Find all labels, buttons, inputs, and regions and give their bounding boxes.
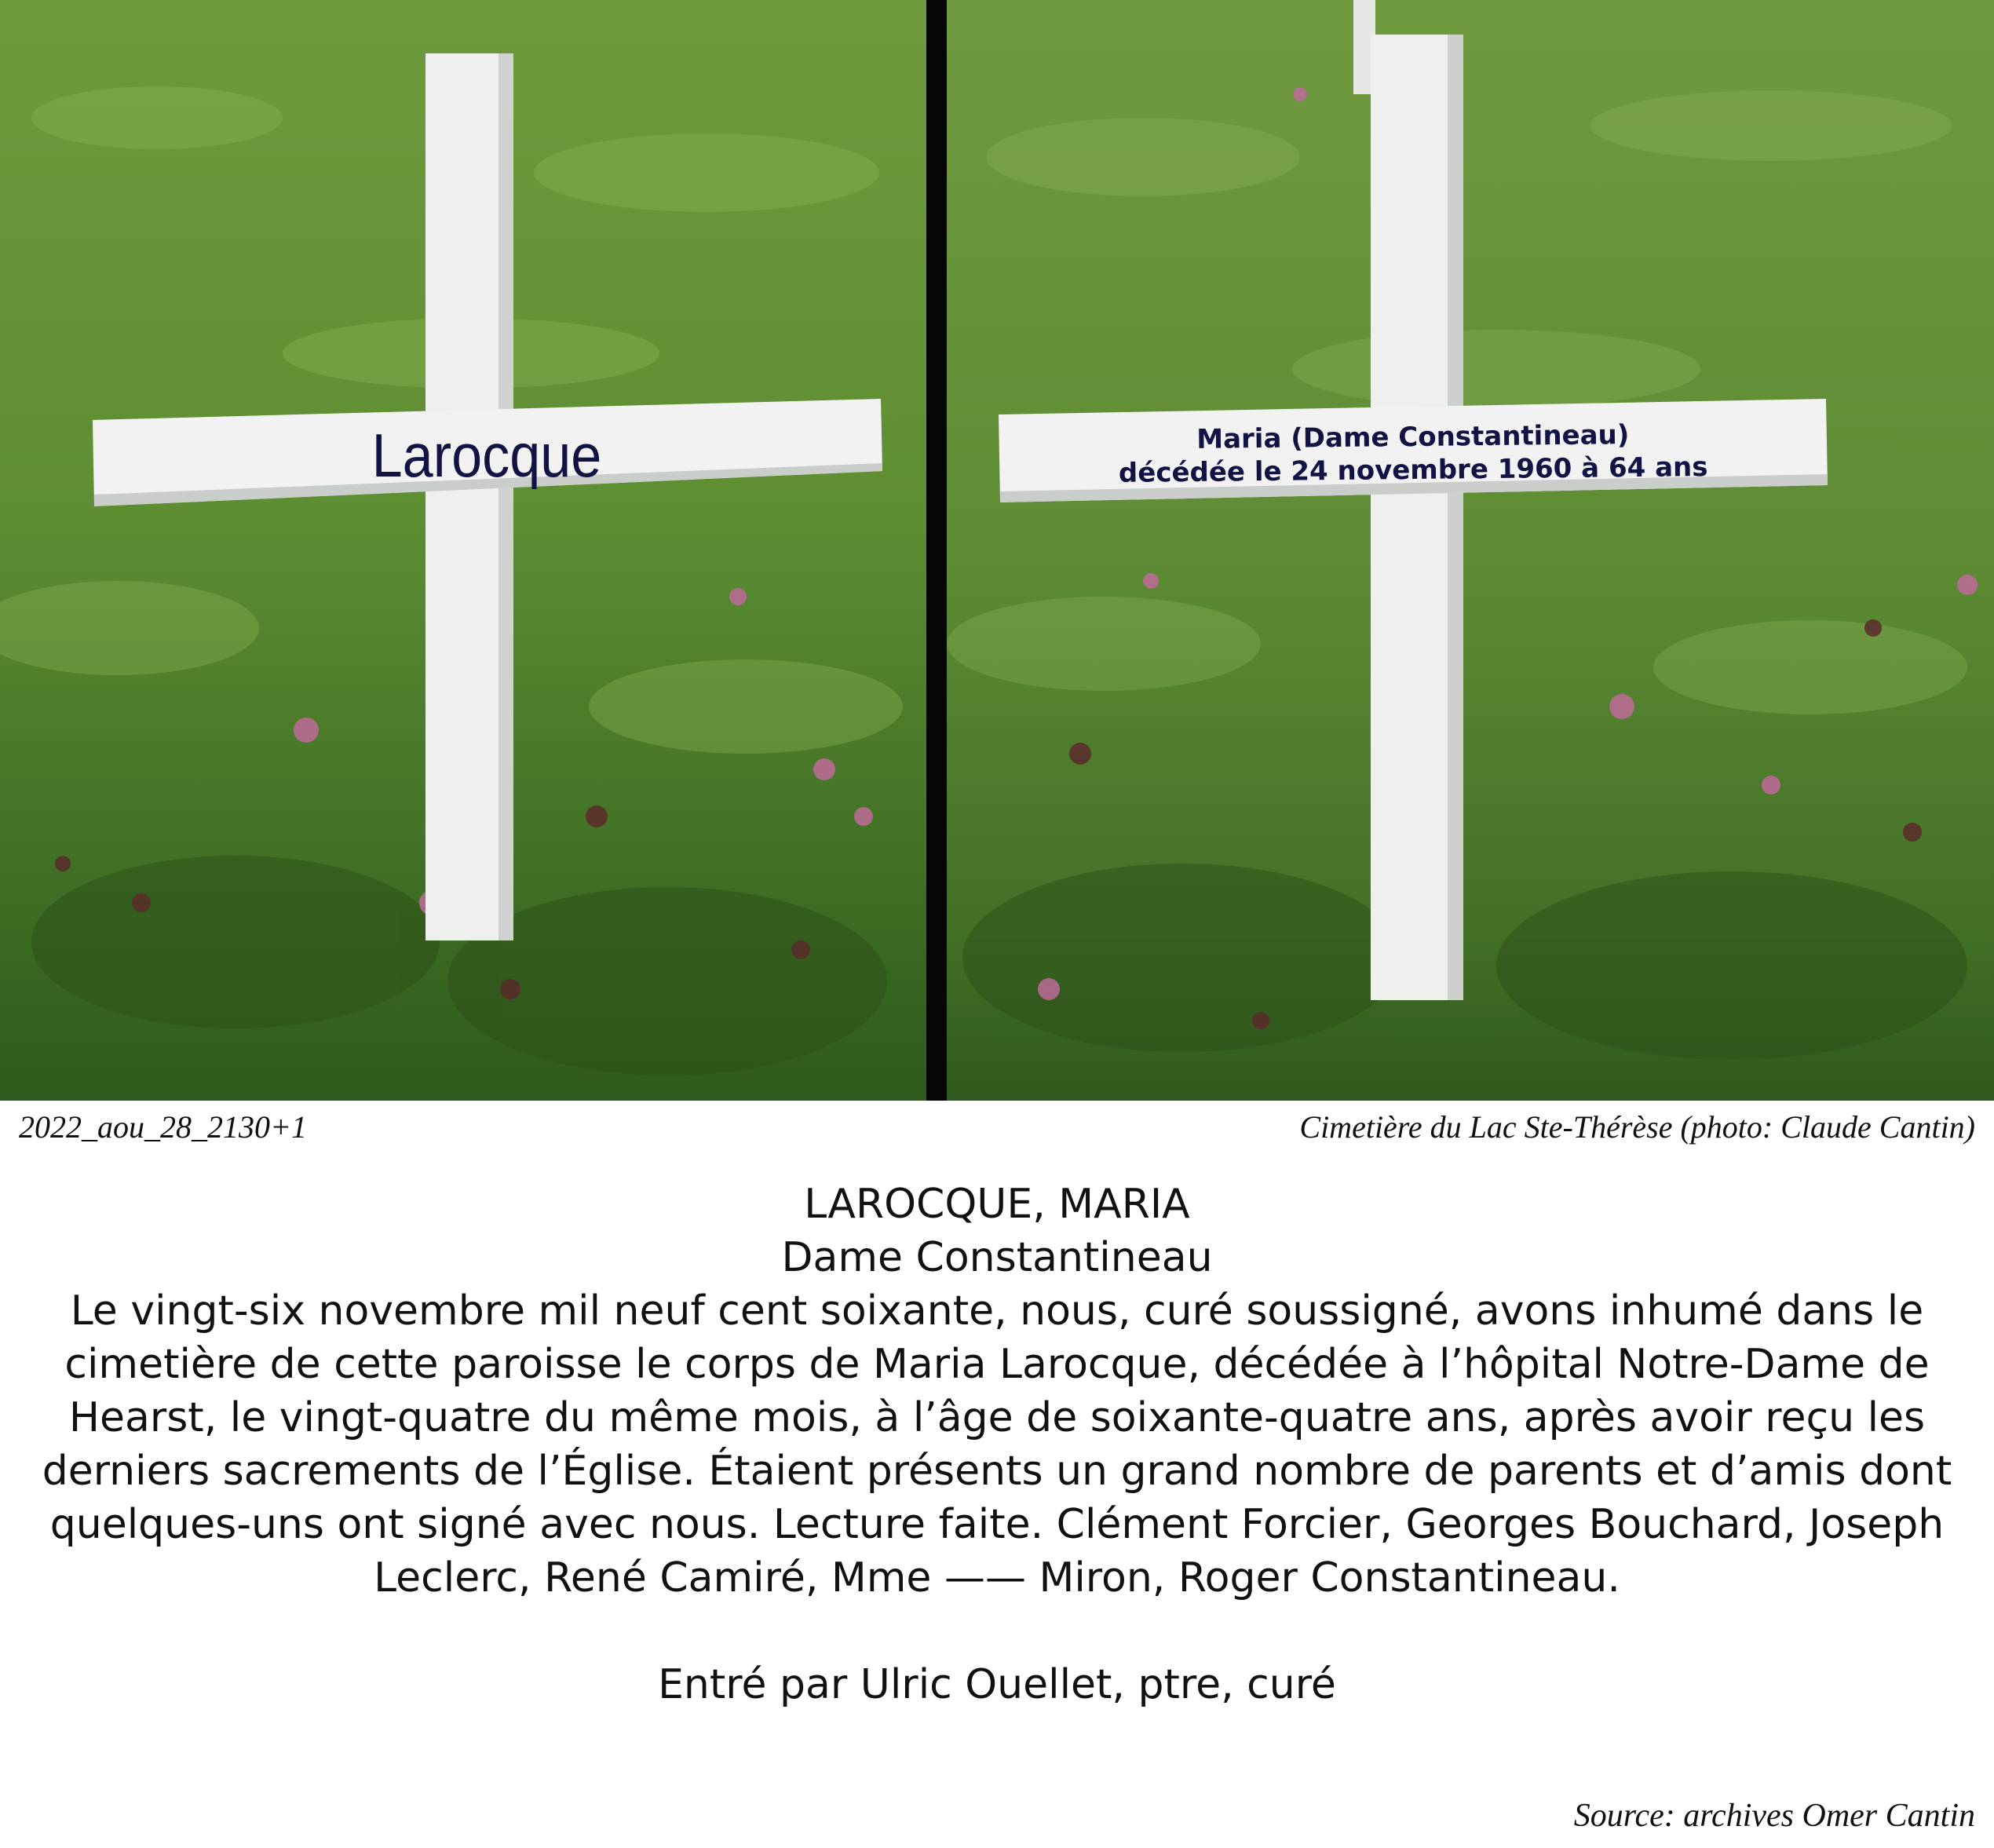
file-id-caption: 2022_aou_28_2130+1	[19, 1109, 307, 1145]
cross-inscription-right-line1: Maria (Dame Constantineau)	[1196, 419, 1630, 455]
cross-inscription-right	[997, 416, 1830, 491]
cross-photo-left	[0, 0, 926, 1101]
location-credit-caption: Cimetière du Lac Ste-Thérèse (photo: Claude Cantin)	[1299, 1109, 1975, 1145]
grass-cross-image-left	[0, 0, 926, 1101]
burial-record	[31, 1178, 1963, 1711]
source-caption: Source: archives Omer Cantin	[1573, 1798, 1975, 1834]
cross-inscription-right-line2: décédée le 24 novembre 1960 à 64 ans	[1118, 451, 1708, 489]
record-married-name: Dame Constantineau	[781, 1234, 1213, 1281]
grass-cross-image-right	[947, 0, 1994, 1101]
record-entered-by: Entré par Ulric Ouellet, ptre, curé	[658, 1661, 1336, 1708]
record-text: Le vingt-six novembre mil neuf cent soixante, nous, curé soussigné, avons inhumé dans le cimetière de cette paroisse le corps de Maria Larocque, décédée à l’hôpital Notre-Dame de Hearst, le vingt-quatre du même mois, à l’âge de soixante-quatre ans, après avoir reçu les derniers sacrements de l’Église. Étaient présents un grand nombre de parents et d’amis dont quelques-uns ont signé avec nous. Lecture faite. Clément Forcier, Georges Bouchard, Joseph Leclerc, René Camiré, Mme —— Miron, Roger Constantineau.	[42, 1287, 1952, 1601]
cross-inscription-left: Larocque	[371, 421, 602, 490]
record-name: LAROCQUE, MARIA	[804, 1181, 1190, 1228]
cross-photo-right	[947, 0, 1994, 1101]
photo-divider	[926, 0, 947, 1101]
